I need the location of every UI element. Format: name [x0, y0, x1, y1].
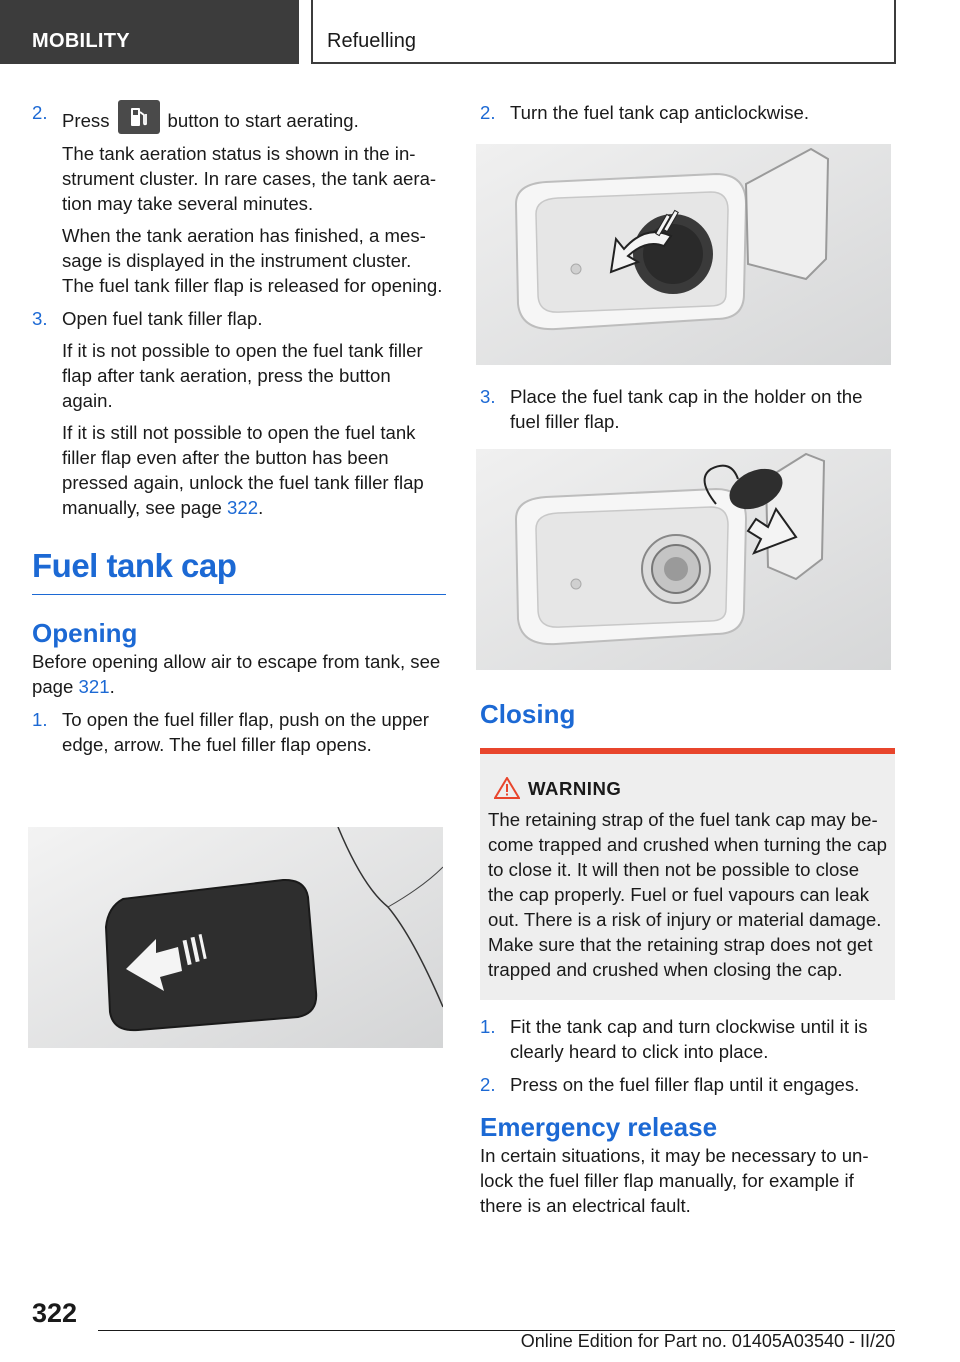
step-text: When the tank aeration has finished, a message is displayed in the instrument cluster. The fuel tank filler flap is released for opening.	[62, 225, 443, 296]
opening-intro: Before opening allow air to escape from tank, see page 321.	[32, 651, 441, 697]
step-number: 1.	[480, 1016, 496, 1037]
warning-triangle-icon	[494, 777, 520, 799]
closing-step-1	[480, 1014, 895, 1064]
page-number: 322	[32, 1298, 78, 1328]
step-number: 2.	[480, 102, 496, 123]
closing-step-2	[480, 1072, 895, 1097]
step-2-press-button	[32, 100, 446, 298]
step-text: If it is still not possible to open the fuel tank filler flap even after the button has been pressed again, unlock the fuel tank filler flap manually, see page 322.	[62, 422, 424, 518]
right-column-step3	[480, 384, 895, 442]
heading-closing: Closing	[480, 699, 576, 729]
heading-opening: Opening	[32, 618, 138, 648]
figure-cap-in-holder	[476, 449, 891, 670]
opening-step-1	[32, 707, 446, 757]
step-text: Press on the fuel filler flap until it engages.	[510, 1074, 860, 1095]
step-number: 2.	[480, 1074, 496, 1095]
step-text: If it is not possible to open the fuel tank filler flap after tank aeration, press the button again.	[62, 340, 423, 411]
page-link-322[interactable]: 322	[227, 497, 259, 518]
warning-title: WARNING	[488, 776, 887, 801]
heading-emergency-release: Emergency release	[480, 1112, 718, 1142]
step-text: Place the fuel tank cap in the holder on the fuel filler flap.	[510, 386, 863, 432]
step-number: 3.	[480, 386, 496, 407]
fuel-pump-icon	[118, 100, 160, 134]
warning-box	[480, 748, 895, 1000]
edition-text: Online Edition for Part no. 01405A03540 - II/20	[520, 1331, 895, 1351]
step-text: Fit the tank cap and turn clockwise until it is clearly heard to click into place.	[510, 1016, 868, 1062]
step-text: Press button to start aerating.	[62, 100, 446, 134]
page-link-321[interactable]: 321	[78, 676, 110, 697]
section-tab: MOBILITY	[0, 0, 299, 64]
opening-step-3	[480, 384, 895, 434]
topic-tab: Refuelling	[311, 0, 896, 64]
right-column	[480, 100, 895, 133]
step-text: Open fuel tank filler flap.	[62, 308, 263, 329]
step-text: To open the fuel filler flap, push on the upper edge, arrow. The fuel filler flap opens.	[62, 709, 429, 755]
emergency-text: In certain situations, it may be necessary to unlock the fuel filler flap manually, for example if there is an electrical fault.	[480, 1145, 869, 1216]
left-column	[32, 100, 446, 765]
step-number: 3.	[32, 308, 48, 329]
figure-closed-filler-flap	[28, 827, 443, 1048]
step-text: Turn the fuel tank cap anticlockwise.	[510, 102, 810, 123]
warning-text: The retaining strap of the fuel tank cap may become trapped and crushed when turning the cap to close it. It will then not be possible to close the cap properly. Fuel or fuel vapours can leak out. There is a risk of injury or material damage. Make sure that the retaining strap does not get trapped and crushed when closing the cap.	[488, 809, 887, 980]
figure-turn-cap	[476, 144, 891, 365]
step-text: The tank aeration status is shown in the instrument cluster. In rare cases, the tank aeration may take several minutes.	[62, 143, 437, 214]
step-number: 1.	[32, 709, 48, 730]
right-column-closing	[480, 698, 895, 1226]
step-number: 2.	[32, 102, 48, 123]
step-3-open-flap	[32, 306, 446, 520]
heading-fuel-tank-cap: Fuel tank cap	[32, 546, 446, 595]
opening-step-2	[480, 100, 895, 125]
